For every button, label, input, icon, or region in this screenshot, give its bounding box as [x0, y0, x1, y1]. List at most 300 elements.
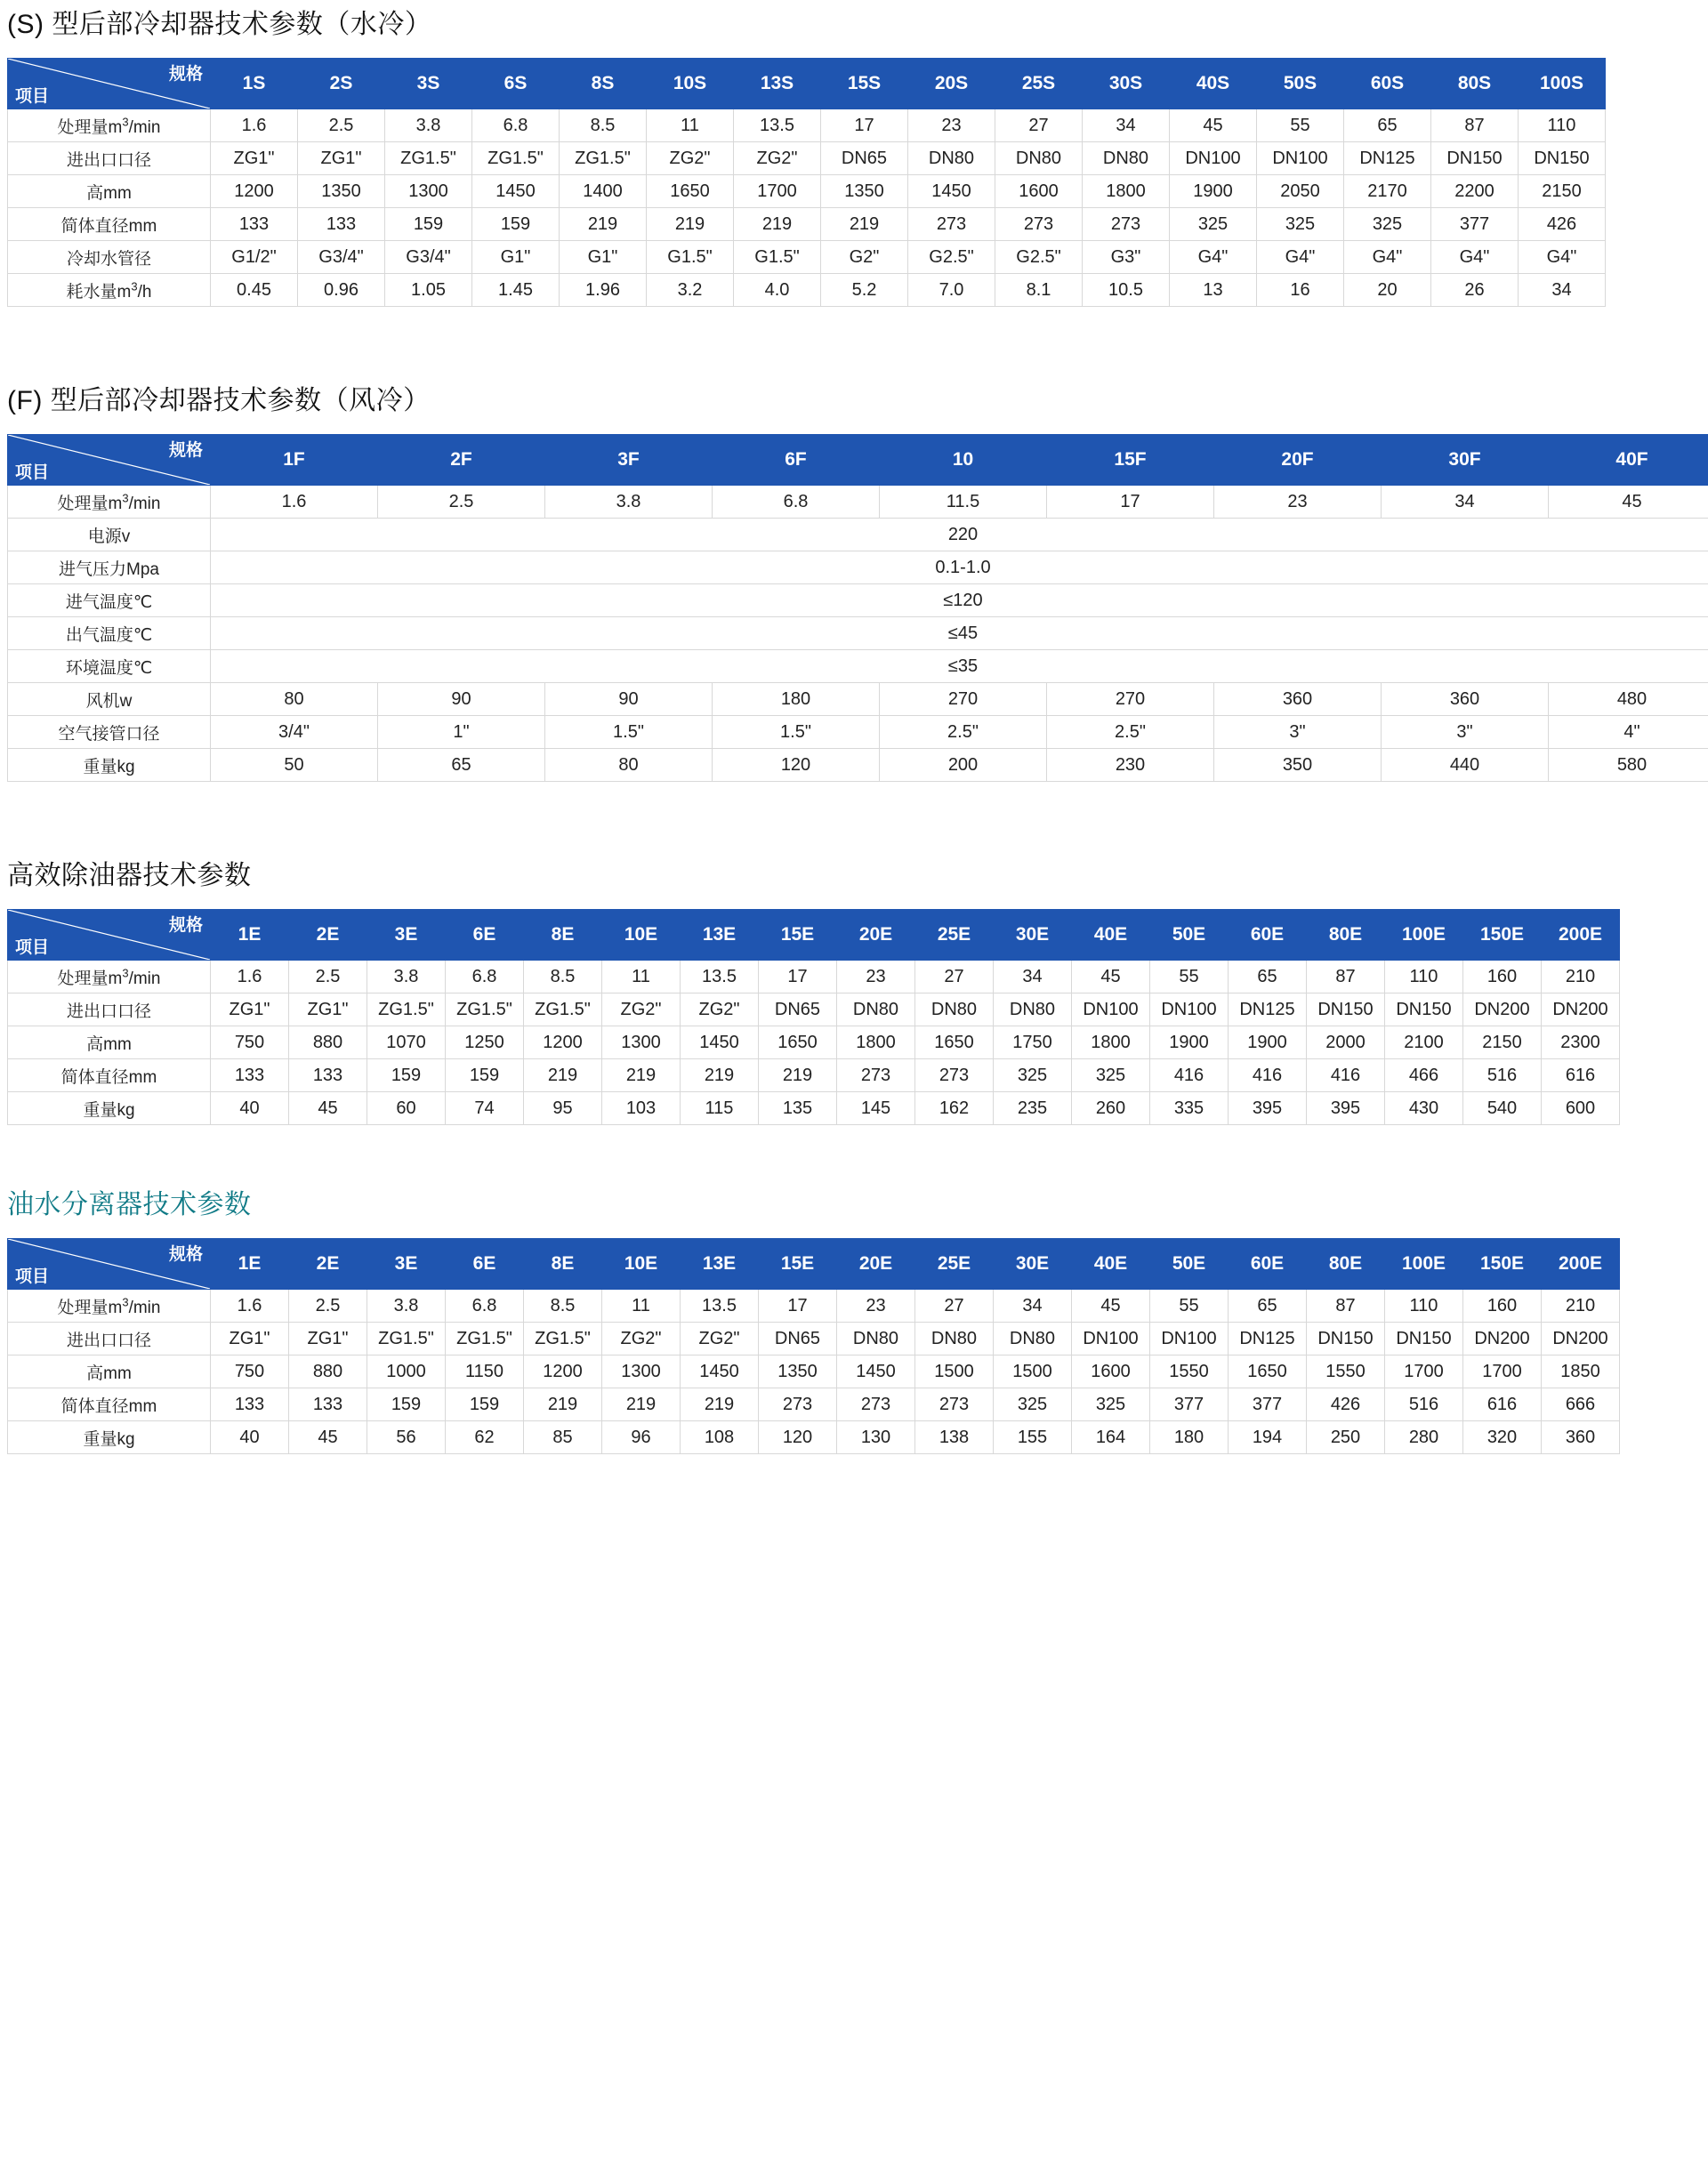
table-cell: 1450: [681, 1026, 759, 1059]
table-cell: 133: [211, 1388, 289, 1421]
column-header: 8S: [560, 59, 647, 109]
table-cell: 1300: [602, 1356, 681, 1388]
table-cell: 219: [821, 208, 908, 241]
table-cell: 87: [1307, 961, 1385, 994]
table-cell: DN200: [1542, 1323, 1620, 1356]
table-cell: 1600: [995, 175, 1083, 208]
table-row: [8, 519, 1708, 551]
table-row: [8, 1323, 1620, 1356]
column-header: 1F: [211, 435, 378, 486]
table-cell: DN80: [908, 142, 995, 175]
column-header: 2E: [289, 910, 367, 961]
table-cell: 133: [298, 208, 385, 241]
parameter-table: [7, 909, 1620, 1125]
spacer: [0, 1125, 1708, 1187]
corner-item-label: 项目: [15, 1267, 50, 1286]
table-cell: 45: [289, 1092, 367, 1125]
column-header: 8E: [524, 910, 602, 961]
table-cell: ZG1.5": [367, 994, 446, 1026]
column-header: 3F: [545, 435, 713, 486]
table-cell: DN150: [1307, 994, 1385, 1026]
table-cell: 56: [367, 1421, 446, 1454]
corner-item-label: 项目: [15, 938, 50, 957]
table-cell: ZG2": [734, 142, 821, 175]
table-cell: 74: [446, 1092, 524, 1125]
table-cell: 138: [915, 1421, 994, 1454]
table-cell: 1350: [759, 1356, 837, 1388]
table-cell: ZG1.5": [367, 1323, 446, 1356]
table-cell: 426: [1519, 208, 1606, 241]
table-cell: 616: [1542, 1059, 1620, 1092]
table-cell: 1900: [1170, 175, 1257, 208]
corner-item-label: 项目: [15, 87, 50, 106]
table-cell: 3.8: [385, 109, 472, 142]
row-header: 简体直径mm: [8, 208, 211, 241]
table-cell: 135: [759, 1092, 837, 1125]
table-cell: 480: [1549, 683, 1708, 716]
table-cell: 1150: [446, 1356, 524, 1388]
section-f-type-air: [0, 383, 1708, 782]
table-cell: 60: [367, 1092, 446, 1125]
table-cell: 325: [1072, 1059, 1150, 1092]
table-cell: 416: [1150, 1059, 1229, 1092]
table-cell: 20: [1344, 274, 1431, 307]
table-cell: ZG2": [681, 1323, 759, 1356]
table-cell: ZG2": [602, 994, 681, 1026]
table-cell: 270: [1047, 683, 1214, 716]
table-cell: 90: [378, 683, 545, 716]
table-cell: DN150: [1385, 994, 1463, 1026]
table-cell: 34: [994, 961, 1072, 994]
table-cell: 200: [880, 749, 1047, 782]
table-cell: 110: [1385, 961, 1463, 994]
table-cell: 7.0: [908, 274, 995, 307]
table-cell: ZG1": [211, 142, 298, 175]
table-cell: 27: [995, 109, 1083, 142]
column-header: 30S: [1083, 59, 1170, 109]
table-cell: 2.5: [298, 109, 385, 142]
table-cell: 360: [1382, 683, 1549, 716]
table-cell: 220: [211, 519, 1708, 551]
column-header: 13E: [681, 910, 759, 961]
table-cell: G4": [1170, 241, 1257, 274]
table-cell: 160: [1463, 961, 1542, 994]
table-cell: G1/2": [211, 241, 298, 274]
table-cell: 120: [759, 1421, 837, 1454]
row-header: 处理量$m^3/\min$: [8, 109, 211, 142]
row-header: 重量kg: [8, 749, 211, 782]
table-cell: 440: [1382, 749, 1549, 782]
corner-spec-label: 规格: [168, 1245, 203, 1264]
table-cell: 1": [378, 716, 545, 749]
section-title: 高效除油器技术参数: [7, 861, 252, 890]
table-cell: 13.5: [681, 1290, 759, 1323]
table-cell: 110: [1385, 1290, 1463, 1323]
table-cell: G1.5": [734, 241, 821, 274]
table-cell: 194: [1229, 1421, 1307, 1454]
section-title: 油水分离器技术参数: [7, 1190, 252, 1219]
table-cell: 65: [1229, 1290, 1307, 1323]
table-cell: 219: [647, 208, 734, 241]
table-corner-header: [8, 910, 211, 961]
table-cell: 750: [211, 1356, 289, 1388]
table-cell: 325: [994, 1388, 1072, 1421]
table-cell: 103: [602, 1092, 681, 1125]
table-cell: ≤120: [211, 584, 1708, 617]
table-row: [8, 617, 1708, 650]
table-cell: 270: [880, 683, 1047, 716]
table-cell: 6.8: [446, 1290, 524, 1323]
table-cell: 45: [1170, 109, 1257, 142]
table-cell: ZG2": [602, 1323, 681, 1356]
table-cell: 273: [915, 1388, 994, 1421]
table-cell: DN100: [1072, 1323, 1150, 1356]
table-cell: 1800: [1072, 1026, 1150, 1059]
table-cell: 1650: [1229, 1356, 1307, 1388]
column-header: 13S: [734, 59, 821, 109]
table-cell: 3": [1214, 716, 1382, 749]
table-cell: 115: [681, 1092, 759, 1125]
table-cell: 10.5: [1083, 274, 1170, 307]
table-cell: 1750: [994, 1026, 1072, 1059]
table-cell: 3": [1382, 716, 1549, 749]
table-cell: G2": [821, 241, 908, 274]
table-cell: 34: [1519, 274, 1606, 307]
table-cell: ≤35: [211, 650, 1708, 683]
column-header: 1S: [211, 59, 298, 109]
table-cell: 616: [1463, 1388, 1542, 1421]
row-header: 环境温度℃: [8, 650, 211, 683]
corner-item-label: 项目: [15, 463, 50, 482]
table-cell: DN125: [1229, 1323, 1307, 1356]
table-cell: 159: [367, 1059, 446, 1092]
table-cell: DN200: [1542, 994, 1620, 1026]
column-header: 20F: [1214, 435, 1382, 486]
table-cell: 133: [211, 208, 298, 241]
table-cell: G2.5": [995, 241, 1083, 274]
column-header: 6E: [446, 1239, 524, 1290]
row-header: 出气温度℃: [8, 617, 211, 650]
table-cell: 85: [524, 1421, 602, 1454]
table-wrapper: [0, 58, 1708, 307]
section-s-type-water: [0, 7, 1708, 307]
table-cell: DN150: [1519, 142, 1606, 175]
row-header: 进出口口径: [8, 1323, 211, 1356]
table-cell: 110: [1519, 109, 1606, 142]
table-cell: ZG1.5": [385, 142, 472, 175]
table-cell: DN80: [915, 1323, 994, 1356]
table-cell: 164: [1072, 1421, 1150, 1454]
table-wrapper: [0, 1238, 1708, 1454]
table-cell: 210: [1542, 1290, 1620, 1323]
table-cell: ZG1.5": [560, 142, 647, 175]
row-header: 重量kg: [8, 1421, 211, 1454]
table-cell: 2.5": [880, 716, 1047, 749]
row-header: 处理量$m^3/\min$: [8, 486, 211, 519]
table-cell: 580: [1549, 749, 1708, 782]
table-cell: 1800: [1083, 175, 1170, 208]
table-cell: 2170: [1344, 175, 1431, 208]
table-cell: 1650: [915, 1026, 994, 1059]
table-cell: 8.5: [524, 961, 602, 994]
column-header: 15S: [821, 59, 908, 109]
column-header: 25E: [915, 910, 994, 961]
table-cell: 87: [1307, 1290, 1385, 1323]
table-cell: 133: [289, 1388, 367, 1421]
table-cell: DN125: [1229, 994, 1307, 1026]
table-cell: 4": [1549, 716, 1708, 749]
table-cell: 1500: [994, 1356, 1072, 1388]
section-oil-water-separator: [0, 1187, 1708, 1454]
table-cell: 1200: [524, 1356, 602, 1388]
table-cell: 219: [602, 1059, 681, 1092]
table-cell: 466: [1385, 1059, 1463, 1092]
table-cell: 2100: [1385, 1026, 1463, 1059]
table-cell: 1900: [1150, 1026, 1229, 1059]
table-cell: 273: [837, 1059, 915, 1092]
table-cell: 1450: [472, 175, 560, 208]
table-cell: DN200: [1463, 1323, 1542, 1356]
table-row: [8, 1059, 1620, 1092]
table-cell: 180: [713, 683, 880, 716]
table-cell: 1.6: [211, 961, 289, 994]
table-row: [8, 683, 1708, 716]
table-cell: 219: [602, 1388, 681, 1421]
column-header: 10S: [647, 59, 734, 109]
table-cell: 750: [211, 1026, 289, 1059]
table-row: [8, 486, 1708, 519]
table-cell: 273: [995, 208, 1083, 241]
table-cell: 230: [1047, 749, 1214, 782]
table-cell: 1070: [367, 1026, 446, 1059]
table-cell: 516: [1463, 1059, 1542, 1092]
column-header: 40S: [1170, 59, 1257, 109]
column-header: 100S: [1519, 59, 1606, 109]
table-cell: 120: [713, 749, 880, 782]
table-cell: 45: [1549, 486, 1708, 519]
table-cell: 159: [446, 1388, 524, 1421]
table-cell: ZG2": [681, 994, 759, 1026]
table-cell: 1450: [681, 1356, 759, 1388]
table-cell: 27: [915, 961, 994, 994]
table-cell: 11: [602, 961, 681, 994]
table-cell: 80: [211, 683, 378, 716]
row-header: 进气压力Mpa: [8, 551, 211, 584]
column-header: 1E: [211, 1239, 289, 1290]
table-cell: 45: [1072, 1290, 1150, 1323]
table-cell: 273: [1083, 208, 1170, 241]
column-header: 3E: [367, 1239, 446, 1290]
row-header: 进出口口径: [8, 994, 211, 1026]
table-cell: 96: [602, 1421, 681, 1454]
table-cell: 0.96: [298, 274, 385, 307]
table-cell: 65: [1344, 109, 1431, 142]
row-header: 耗水量$m^3/h$: [8, 274, 211, 307]
parameter-table: [7, 434, 1708, 782]
table-cell: 377: [1150, 1388, 1229, 1421]
table-cell: 180: [1150, 1421, 1229, 1454]
table-row: [8, 175, 1606, 208]
table-cell: ZG1": [289, 1323, 367, 1356]
table-cell: 55: [1150, 961, 1229, 994]
table-cell: 23: [1214, 486, 1382, 519]
table-wrapper: [0, 909, 1708, 1125]
column-header: 2E: [289, 1239, 367, 1290]
table-cell: 280: [1385, 1421, 1463, 1454]
table-cell: 90: [545, 683, 713, 716]
column-header: 15F: [1047, 435, 1214, 486]
column-header: 8E: [524, 1239, 602, 1290]
table-cell: 320: [1463, 1421, 1542, 1454]
column-header: 80E: [1307, 910, 1385, 961]
table-cell: G3": [1083, 241, 1170, 274]
column-header: 30E: [994, 910, 1072, 961]
table-cell: DN100: [1257, 142, 1344, 175]
table-cell: ZG2": [647, 142, 734, 175]
table-cell: DN125: [1344, 142, 1431, 175]
table-cell: 219: [560, 208, 647, 241]
table-cell: 5.2: [821, 274, 908, 307]
column-header: 13E: [681, 1239, 759, 1290]
row-header: 进气温度℃: [8, 584, 211, 617]
table-cell: 1650: [759, 1026, 837, 1059]
table-cell: 325: [1072, 1388, 1150, 1421]
table-cell: 162: [915, 1092, 994, 1125]
table-cell: 1250: [446, 1026, 524, 1059]
row-header: 电源v: [8, 519, 211, 551]
table-cell: 13: [1170, 274, 1257, 307]
table-cell: 145: [837, 1092, 915, 1125]
table-cell: 260: [1072, 1092, 1150, 1125]
row-header: 高mm: [8, 1356, 211, 1388]
column-header: 60S: [1344, 59, 1431, 109]
table-cell: 1.5": [545, 716, 713, 749]
table-cell: 1350: [298, 175, 385, 208]
table-cell: 27: [915, 1290, 994, 1323]
column-header: 2F: [378, 435, 545, 486]
table-cell: 666: [1542, 1388, 1620, 1421]
table-cell: 133: [211, 1059, 289, 1092]
table-cell: 95: [524, 1092, 602, 1125]
table-cell: 2.5": [1047, 716, 1214, 749]
table-cell: 3/4": [211, 716, 378, 749]
table-cell: DN80: [837, 994, 915, 1026]
corner-spec-label: 规格: [168, 916, 203, 935]
table-cell: 3.2: [647, 274, 734, 307]
table-row: [8, 1388, 1620, 1421]
table-row: [8, 716, 1708, 749]
table-cell: 26: [1431, 274, 1519, 307]
table-cell: 8.5: [524, 1290, 602, 1323]
table-cell: 133: [289, 1059, 367, 1092]
table-cell: ZG1.5": [472, 142, 560, 175]
table-cell: DN100: [1150, 994, 1229, 1026]
table-cell: ZG1.5": [446, 1323, 524, 1356]
table-cell: 325: [1170, 208, 1257, 241]
parameter-table: [7, 58, 1606, 307]
table-cell: 2.5: [378, 486, 545, 519]
column-header: 150E: [1463, 1239, 1542, 1290]
table-cell: 23: [837, 961, 915, 994]
table-cell: 219: [681, 1388, 759, 1421]
section-high-efficiency-oil-remover: [0, 858, 1708, 1125]
column-header: 15E: [759, 1239, 837, 1290]
column-header: 50E: [1150, 1239, 1229, 1290]
table-cell: 1400: [560, 175, 647, 208]
table-cell: G2.5": [908, 241, 995, 274]
column-header: 50S: [1257, 59, 1344, 109]
table-cell: 11: [647, 109, 734, 142]
table-cell: 1650: [647, 175, 734, 208]
parameter-table: [7, 1238, 1620, 1454]
table-cell: 1000: [367, 1356, 446, 1388]
column-header: 10E: [602, 910, 681, 961]
table-cell: 416: [1229, 1059, 1307, 1092]
row-header: 简体直径mm: [8, 1388, 211, 1421]
table-row: [8, 749, 1708, 782]
table-cell: 210: [1542, 961, 1620, 994]
table-cell: 23: [908, 109, 995, 142]
table-cell: DN200: [1463, 994, 1542, 1026]
table-cell: DN150: [1307, 1323, 1385, 1356]
table-cell: 159: [472, 208, 560, 241]
row-header: 空气接管口径: [8, 716, 211, 749]
table-cell: 13.5: [681, 961, 759, 994]
table-corner-header: [8, 59, 211, 109]
table-cell: 159: [367, 1388, 446, 1421]
table-cell: 1450: [837, 1356, 915, 1388]
table-cell: 426: [1307, 1388, 1385, 1421]
table-row: [8, 1026, 1620, 1059]
spacer: [0, 307, 1708, 383]
column-header: 50E: [1150, 910, 1229, 961]
table-cell: DN65: [759, 1323, 837, 1356]
table-cell: 50: [211, 749, 378, 782]
column-header: 10: [880, 435, 1047, 486]
table-cell: DN80: [995, 142, 1083, 175]
column-header: 150E: [1463, 910, 1542, 961]
table-cell: 273: [759, 1388, 837, 1421]
table-row: [8, 208, 1606, 241]
table-cell: 1700: [1463, 1356, 1542, 1388]
column-header: 3E: [367, 910, 446, 961]
row-header: 冷却水管径: [8, 241, 211, 274]
table-cell: 880: [289, 1026, 367, 1059]
table-cell: 2150: [1519, 175, 1606, 208]
table-cell: 17: [759, 1290, 837, 1323]
table-cell: 155: [994, 1421, 1072, 1454]
table-cell: 219: [759, 1059, 837, 1092]
table-row: [8, 1421, 1620, 1454]
section-title: (F) 型后部冷却器技术参数（风冷）: [7, 386, 431, 415]
table-row: [8, 551, 1708, 584]
table-cell: 34: [994, 1290, 1072, 1323]
table-cell: 219: [524, 1388, 602, 1421]
table-cell: 6.8: [446, 961, 524, 994]
table-cell: 219: [734, 208, 821, 241]
table-cell: 17: [759, 961, 837, 994]
table-row: [8, 1356, 1620, 1388]
table-cell: ZG1.5": [524, 994, 602, 1026]
table-cell: 1350: [821, 175, 908, 208]
table-cell: G1": [560, 241, 647, 274]
table-cell: DN80: [915, 994, 994, 1026]
column-header: 6E: [446, 910, 524, 961]
table-cell: 880: [289, 1356, 367, 1388]
table-cell: 40: [211, 1421, 289, 1454]
table-cell: 11: [602, 1290, 681, 1323]
column-header: 60E: [1229, 1239, 1307, 1290]
